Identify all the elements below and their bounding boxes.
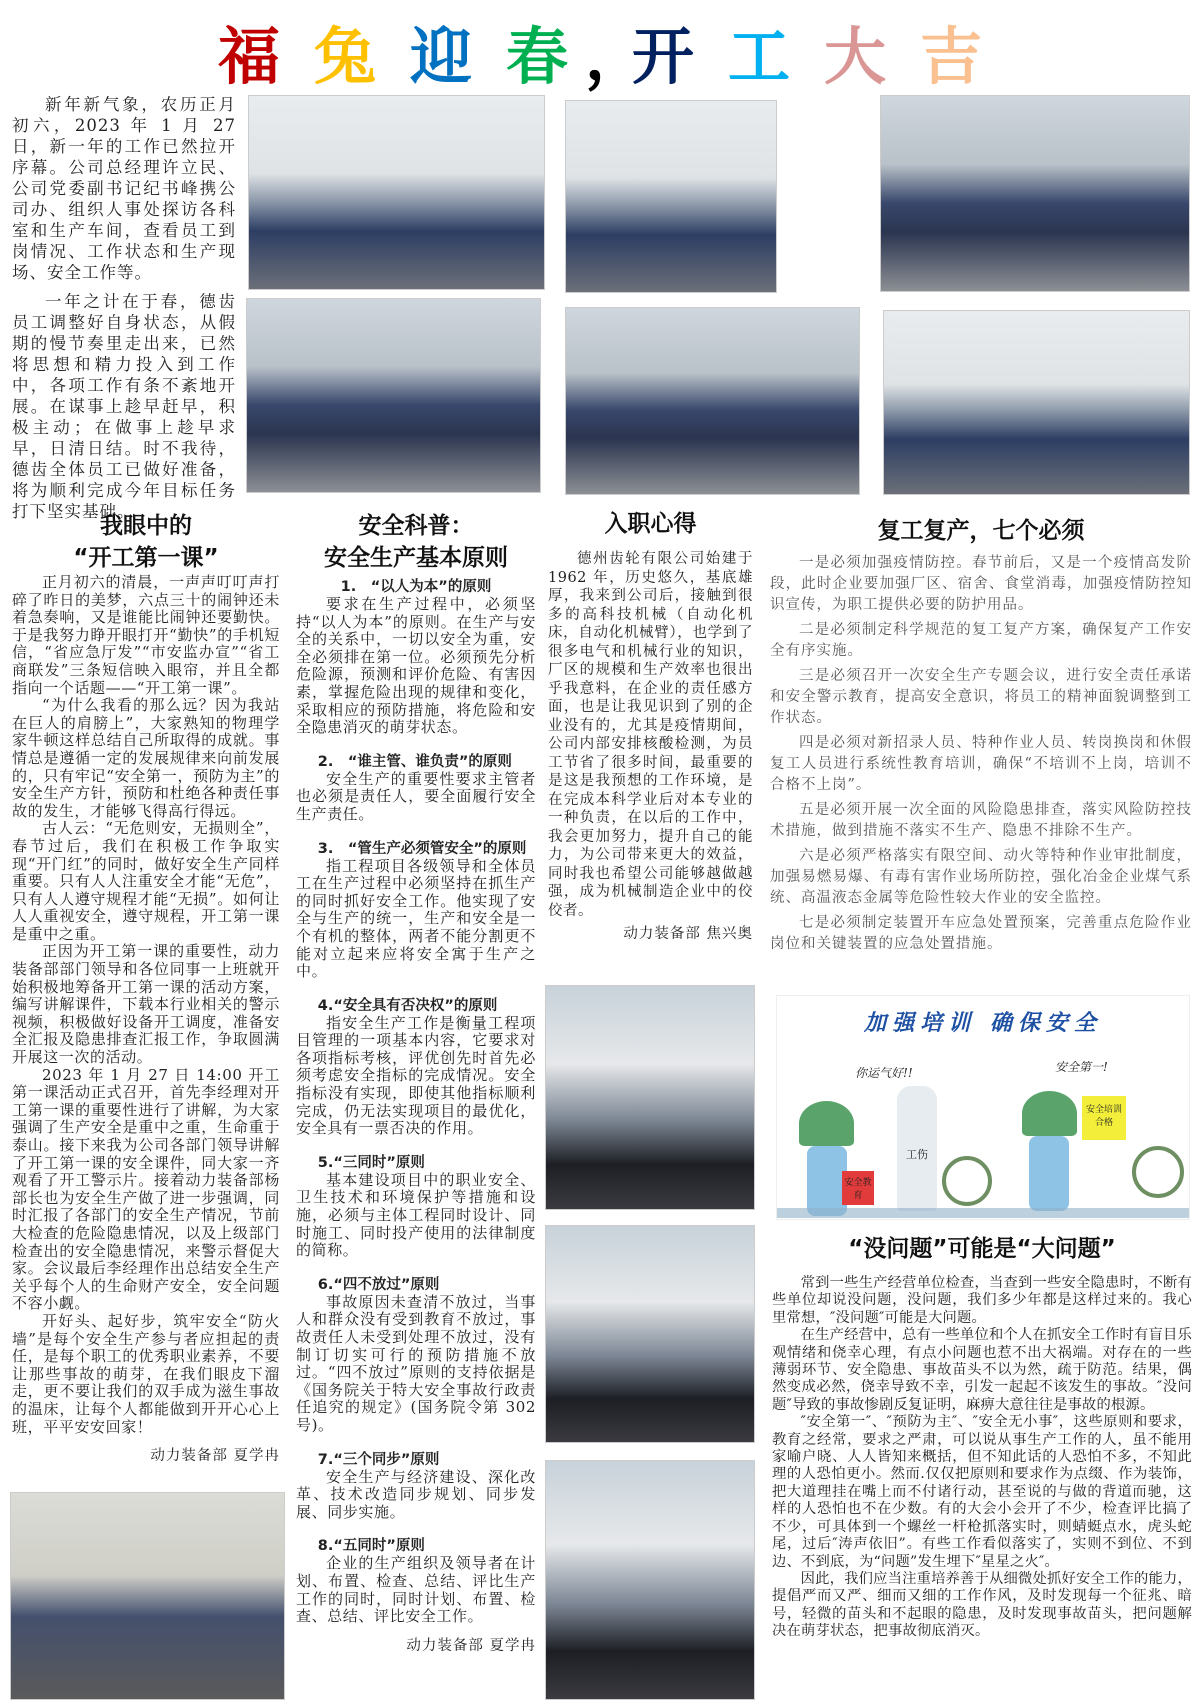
- title-char: ，: [585, 19, 648, 93]
- safety-training-cartoon: [776, 995, 1190, 1220]
- article-title: 复工复产，七个必须: [877, 518, 1085, 544]
- principle-text: 企业的生产组织及领导者在计划、布置、检查、总结、评比生产工作的同时，同时计划、布置、检查、总结、评比安全工作。: [296, 1554, 536, 1626]
- ground-shadow: [777, 1208, 1189, 1218]
- principle-heading: 3. “管生产必须管安全”的原则: [317, 840, 527, 857]
- page-title: [0, 8, 1200, 94]
- photo-meeting: [10, 1492, 285, 1700]
- helmet-icon: [799, 1101, 854, 1146]
- principle-text: 指安全生产工作是衡量工程项目管理的一项基本内容，它要求对各项指标考核，评优创先时首先必须考虑安全指标的完成情况。安全指标没有实现，即使其他指标顺利完成，仍无法实现项目的最优化，安全具有一票否决的作用。: [296, 1013, 536, 1138]
- title-char: 大: [823, 19, 886, 93]
- article-paragraph: 六是必须严格落实有限空间、动火等特种作业审批制度，加强易燃易爆、有毒有害作业场所防控，强化冶金企业煤气系统、高温液态金属等危险性较大作业的安全监控。: [770, 848, 1192, 906]
- article-first-lesson: [12, 510, 280, 1465]
- article-title: “开工第一课”: [73, 545, 219, 571]
- photo-workshop: [880, 95, 1190, 292]
- injured-worker-badge: 工伤: [897, 1086, 937, 1211]
- principle-text: 事故原因未查清不放过，当事人和群众没有受到教育不放过，事故责任人未受到处理不放过，没有制订切实可行的预防措施不放过。“四不放过”原则的支持依据是《国务院关于特大安全事故行政责任追究的规定》(国务院令第 302 号)。: [296, 1292, 536, 1434]
- principle-text: 指工程项目各级领导和全体员工在生产过程中必须坚持在抓生产的同时抓好安全工作。他实现了安全与生产的统一，生产和安全是一个有机的整体，两者不能分割更不能对立起来应将安全寓于生产之中。: [296, 856, 536, 981]
- principle-heading: 7.“三个同步”原则: [317, 1451, 440, 1468]
- title-char: 兔: [313, 19, 376, 93]
- principle-heading: 8.“五同时”原则: [317, 1538, 425, 1555]
- principle-text: 要求在生产过程中，必须坚持“以人为本”的原则。在生产与安全的关系中，一切以安全为重，安全必须排在第一位。必须预先分析危险源，预测和评价危险、有害因素，掌握危险出现的规律和变化，采取相应的预防措施，将危险和安全隐患消灭的萌芽状态。: [296, 595, 536, 737]
- article-paragraph: 七是必须制定装置开车应急处置预案，完善重点危险作业岗位和关键装置的应急处置措施。: [770, 915, 1192, 952]
- principle-heading: 6.“四不放过”原则: [317, 1276, 440, 1293]
- principle-text: 安全生产与经济建设、深化改革、技术改造同步规划、同步发展、同步实施。: [296, 1467, 536, 1521]
- photo-factory-floor: [246, 298, 541, 493]
- article-title: 安全生产基本原则: [324, 545, 508, 571]
- photo-control-cabinet: [545, 1460, 755, 1700]
- speech-bubble: 安全第一!: [1055, 1060, 1108, 1074]
- article-title: “没问题”可能是“大问题”: [848, 1236, 1116, 1262]
- photo-office-staff: [883, 310, 1190, 495]
- article-paragraph: 四是必须对新招录人员、特种作业人员、转岗换岗和休假复工人员进行系统性教育培训，确保“不培训不上岗，培训不合格不上岗”。: [770, 735, 1192, 793]
- author-signature: 动力装备部 夏学冉: [406, 1637, 536, 1654]
- photo-factory-visit: [565, 307, 860, 495]
- article-paragraph: 在生产经营中，总有一些单位和个人在抓安全工作时有盲目乐观情绪和侥幸心理，有点小问题也惹不出大祸端。对存在的一些薄弱环节、安全隐患、事故苗头不以为然，疏于防范。结果，偶然变成必然，侥幸导致不幸，引发一起起不该发生的事故。″没问题″导致的事故惨剧反复证明，麻痹大意往往是事故的根源。: [772, 1327, 1193, 1413]
- article-paragraph: 开好头、起好步，筑牢安全“防火墙”是每个安全生产参与者应担起的责任，是每个职工的优秀职业素养，不要让那些事故的萌芽，在我们眼皮下溜走，更不要让我们的双手成为滋生事故的温床，让每个人都能做到开开心心上班，平平安安回家！: [12, 1311, 280, 1436]
- cartoon-caption: 加强培训 确保安全: [864, 1011, 1102, 1036]
- author-signature: 动力装备部 夏学冉: [150, 1448, 280, 1465]
- article-title: 我眼中的: [100, 513, 192, 539]
- article-paragraph: 三是必须召开一次安全生产专题会议，进行安全责任承诺和安全警示教育，提高安全意识，将员工的精神面貌调整到工作状态。: [770, 668, 1192, 726]
- article-paragraph: 古人云：“无危则安，无损则全”，春节过后，我们在积极工作争取实现“开门红”的同时，做好安全生产同样重要。只有人人注重安全才能“无危”，只有人人遵守规程才能“无损”。如何让人人重视安全，遵守规程，开工第一课是重中之重。: [12, 819, 280, 943]
- sign-left: 安全教育: [842, 1171, 874, 1205]
- sign-right: 安全培训合格: [1082, 1096, 1126, 1140]
- article-no-problem: [772, 1233, 1192, 1641]
- speech-bubble: 你运气好!!: [855, 1066, 913, 1080]
- principle-heading: 2. “谁主管、谁负责”的原则: [317, 753, 512, 770]
- article-paragraph: 正因为开工第一课的重要性，动力装备部部门领导和各位同事一上班就开始积极地筹备开工第一课的活动方案，编写讲解课件，下载本行业相关的警示视频，积极做好设备开工调度，准备安全汇报及隐患排查汇报工作，争取圆满开展这一次的活动。: [12, 942, 280, 1067]
- photo-office-visit: [248, 95, 545, 290]
- title-char: 迎: [409, 19, 472, 93]
- article-paragraph: 德州齿轮有限公司始建于 1962 年，历史悠久，基底雄厚，我来到公司后，接触到很多的高科技机械（自动化机床，自动化机械臂），也学到了很多电气和机械行业的知识，厂区的规模和生产效率也很出乎我意料，在企业的责任感方面，也是让我见识到了别的企业没有的，尤其是疫情期间，公司内部安排核酸检测，为员工节省了很多时间，最重要的是这是我预想的工作环境，是在完成本科学业后对本专业的一种负责，在以后的工作中，我会更加努力，提升自己的能力，为公司带来更大的效益，同时我也希望公司能够越做越强，成为机械制造企业中的佼佼者。: [548, 551, 753, 919]
- photo-office-inspection: [565, 100, 777, 293]
- wheelchair-icon: [942, 1156, 992, 1206]
- principle-text: 安全生产的重要性要求主管者也必须是责任人，要全面履行安全生产责任。: [296, 769, 536, 823]
- photo-laptop-work: [545, 1225, 755, 1443]
- photo-laptop-training: [545, 985, 755, 1210]
- title-char: 工: [727, 19, 790, 93]
- intro-paragraph: 一年之计在于春，德齿员工调整好自身状态，从假期的慢节奏里走出来，已然将思想和精力投入到工作中，各项工作有条不紊地开展。在谋事上趁早赶早，积极主动；在做事上趁早求早，日清日结。时不我待，德齿全体员工已做好准备，将为顺利完成今年目标任务打下坚实基础。: [12, 292, 236, 521]
- article-safety-principles: [296, 510, 536, 1655]
- title-char: 福: [217, 19, 280, 93]
- principle-heading: 4.“安全具有否决权”的原则: [317, 997, 498, 1014]
- article-paragraph: “为什么我看的那么远？因为我站在巨人的肩膀上”，大家熟知的物理学家牛顿这样总结自己所取得的成就。事情总是遵循一定的发展规律来向前发展的，只有牢记“安全第一，预防为主”的安全生产方针，预防和杜绝各种责任事故的发生，才能够飞得高行得远。: [12, 696, 280, 820]
- title-char: 吉: [919, 19, 982, 93]
- title-char: 春: [505, 19, 568, 93]
- intro-paragraph: 新年新气象，农历正月初六，2023 年 1 月 27 日，新一年的工作已然拉开序幕。公司总经理许立民、公司党委副书记纪书峰携公司办、组织人事处探访各科室和生产车间，查看员工到岗情况、工作状态和生产现场、安全工作等。: [12, 95, 236, 282]
- article-paragraph: 五是必须开展一次全面的风险隐患排查，落实风险防控技术措施，做到措施不落实不生产、隐患不排除不生产。: [770, 802, 1192, 839]
- article-seven-musts: [770, 515, 1192, 959]
- wheelchair-icon: [1132, 1146, 1184, 1198]
- article-paragraph: ″安全第一″、″预防为主″、″安全无小事″，这些原则和要求，教育之经常，要求之严肃，可以说从事生产工作的人，虽不能用家喻户晓、人人皆知来概括，但不知此话的人恐怕不多，不知此理的人恐怕更小。然而.仅仅把原则和要求作为点缀、作为装饰，把大道理挂在嘴上而不付诸行动，甚至说的与做的背道而驰，这样的人恐怕也不在少数。有的大会小会开了不少，检查评比搞了不少，可具体到一个螺丝一杆枪抓落实时，则蜻蜓点水，虎头蛇尾，过后″涛声依旧”。有些工作看似落实了，实则不到位、不到边、不到底，为“问题”发生埋下″星星之火″。: [772, 1414, 1192, 1570]
- principle-heading: 5.“三同时”原则: [317, 1154, 425, 1171]
- helmet-icon: [1022, 1091, 1077, 1136]
- article-title: 安全科普：: [358, 513, 474, 539]
- article-paragraph: 二是必须制定科学规范的复工复产方案，确保复产工作安全有序实施。: [770, 622, 1192, 659]
- worker-figure: [1029, 1136, 1069, 1211]
- article-paragraph: 常到一些生产经营单位检查，当查到一些安全隐患时，不断有些单位却说没问题，没问题，我们多少年都是这样过来的。我心里常想，″没问题″可能是大问题。: [772, 1275, 1193, 1326]
- article-paragraph: 因此，我们应当注重培养善于从细微处抓好安全工作的能力，提倡严而又严、细而又细的工作作风，及时发现每一个征兆、暗号，轻微的苗头和不起眼的隐患，及时发现事故苗头，把问题解决在萌芽状态，把事故彻底消灭。: [772, 1570, 1193, 1640]
- article-paragraph: 一是必须加强疫情防控。春节前后，又是一个疫情高发阶段，此时企业要加强厂区、宿舍、食堂消毒，加强疫情防控知识宣传，为职工提供必要的防护用品。: [770, 555, 1192, 613]
- intro-article: [12, 94, 236, 530]
- author-signature: 动力装备部 焦兴奥: [623, 926, 753, 942]
- article-paragraph: 2023 年 1 月 27 日 14:00 开工第一课活动正式召开，首先李经理对开工第一课的重要性进行了讲解，为大家强调了生产安全是重中之重，生命重于泰山。接下来我为公司各部门领导讲解了开工第一课的安全课件，同大家一齐观看了开工警示片。接着动力装备部杨部长也为安全生产做了进一步强调，同时汇报了各部门的安全生产情况，节前大检查的危险隐患情况，以及上级部门检查出的安全隐患情况，来警示督促大家。会议最后李经理作出总结安全生产关乎每个人的生命财产安全，安全问题不容小觑。: [12, 1065, 280, 1313]
- article-paragraph: 正月初六的清晨，一声声叮叮声打碎了昨日的美梦，六点三十的闹钟还未着急奏响，又是谁能比闹钟还要勤快。于是我努力睁开眼打开“勤快”的手机短信，“省应急厅发”“市安监办宣”“省工商联发”三条短信映入眼帘，并且全都指向一个话题——“开工第一课”。: [12, 573, 280, 697]
- worker-figure: [807, 1146, 847, 1216]
- principle-heading: 1. “以人为本”的原则: [340, 579, 492, 595]
- principle-text: 基本建设项目中的职业安全、卫生技术和环境保护等措施和设施，必须与主体工程同时设计、同时施工、同时投产使用的法律制度的简称。: [296, 1170, 536, 1260]
- article-onboarding: [548, 508, 753, 943]
- title-char: 开: [631, 19, 694, 93]
- article-title: 入职心得: [604, 511, 697, 537]
